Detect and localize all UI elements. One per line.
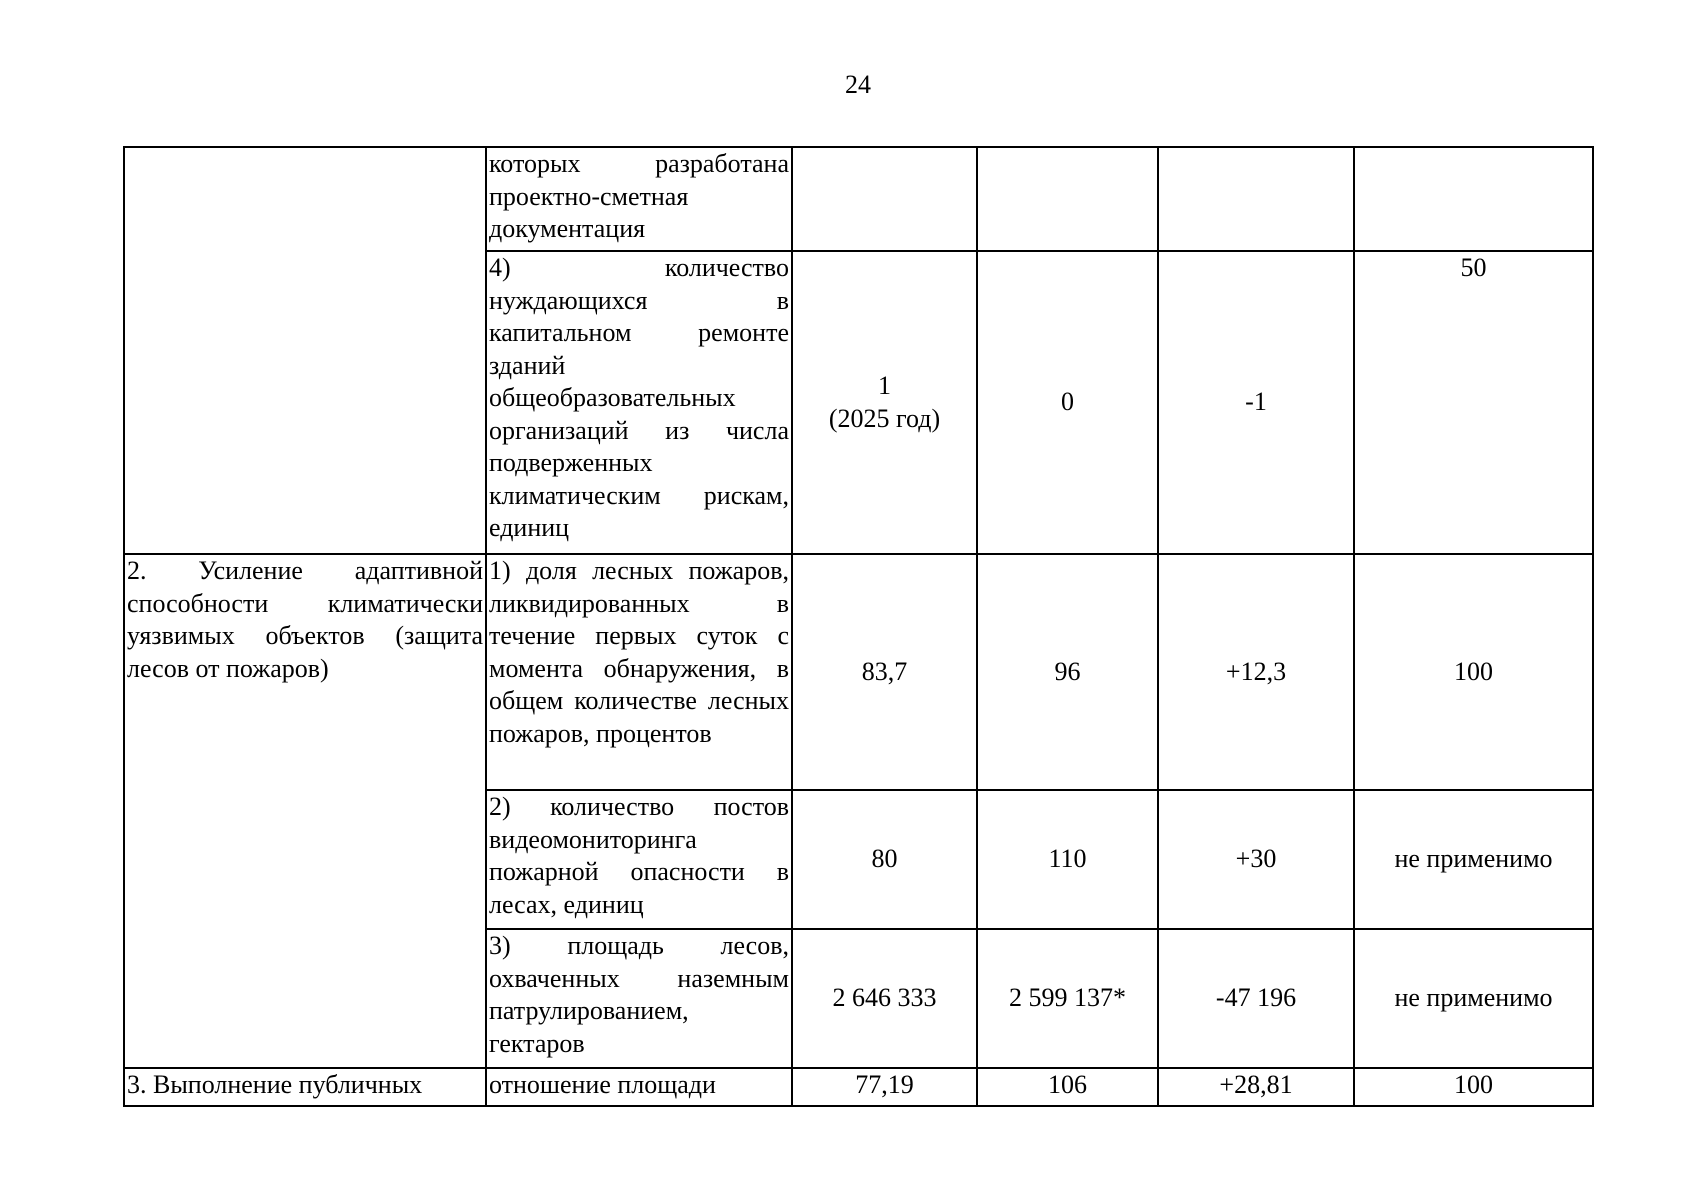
base-value: 1 [878, 371, 891, 400]
indicator-cell: 2) количество постов видеомониторинга пожарной опасности в лесах, единиц [486, 790, 792, 929]
change-value-cell: +12,3 [1158, 554, 1354, 790]
goal-cell: 2. Усиление адаптивной способности климатически уязвимых объектов (защита лесов от пожаров) [124, 554, 486, 1068]
goal-cell [124, 147, 486, 554]
table-row [124, 554, 1593, 790]
base-value-cell: 2 646 333 [792, 929, 977, 1068]
change-value-cell: +28,81 [1158, 1068, 1354, 1106]
change-value-cell: -1 [1158, 251, 1354, 554]
target-value-cell: не применимо [1354, 790, 1593, 929]
table-row [124, 147, 1593, 251]
indicator-cell: 3) площадь лесов, охваченных наземным патрулированием, гектаров [486, 929, 792, 1068]
plan-value-cell: 0 [977, 251, 1158, 554]
base-value-cell: 77,19 [792, 1068, 977, 1106]
base-value-cell: 83,7 [792, 554, 977, 790]
change-value-cell [1158, 147, 1354, 251]
indicator-cell: которых разработана проектно-сметная документация [486, 147, 792, 251]
target-value-cell: 100 [1354, 554, 1593, 790]
target-value-cell: не применимо [1354, 929, 1593, 1068]
base-value-cell [792, 251, 977, 554]
table-row [124, 1068, 1593, 1106]
indicators-table [123, 146, 1594, 1107]
target-value-cell [1354, 147, 1593, 251]
plan-value-cell [977, 147, 1158, 251]
plan-value-cell: 96 [977, 554, 1158, 790]
change-value-cell: -47 196 [1158, 929, 1354, 1068]
indicator-cell: 4) количество нуждающихся в капитальном ремонте зданий общеобразовательных организаций из числа подверженных климатическим рискам, единиц [486, 251, 792, 554]
change-value-cell: +30 [1158, 790, 1354, 929]
base-value-cell [792, 147, 977, 251]
base-year: (2025 год) [828, 403, 941, 433]
base-value-cell: 80 [792, 790, 977, 929]
plan-value-cell: 2 599 137* [977, 929, 1158, 1068]
plan-value-cell: 110 [977, 790, 1158, 929]
plan-value-cell: 106 [977, 1068, 1158, 1106]
target-value-cell: 100 [1354, 1068, 1593, 1106]
goal-cell: 3. Выполнение публичных [124, 1068, 486, 1106]
indicator-cell: отношение площади [486, 1068, 792, 1106]
indicator-cell: 1) доля лесных пожаров, ликвидированных в течение первых суток с момента обнаружения, в общем количестве лесных пожаров, процентов [486, 554, 792, 790]
target-value-cell: 50 [1354, 251, 1593, 554]
page-number: 24 [845, 70, 871, 99]
